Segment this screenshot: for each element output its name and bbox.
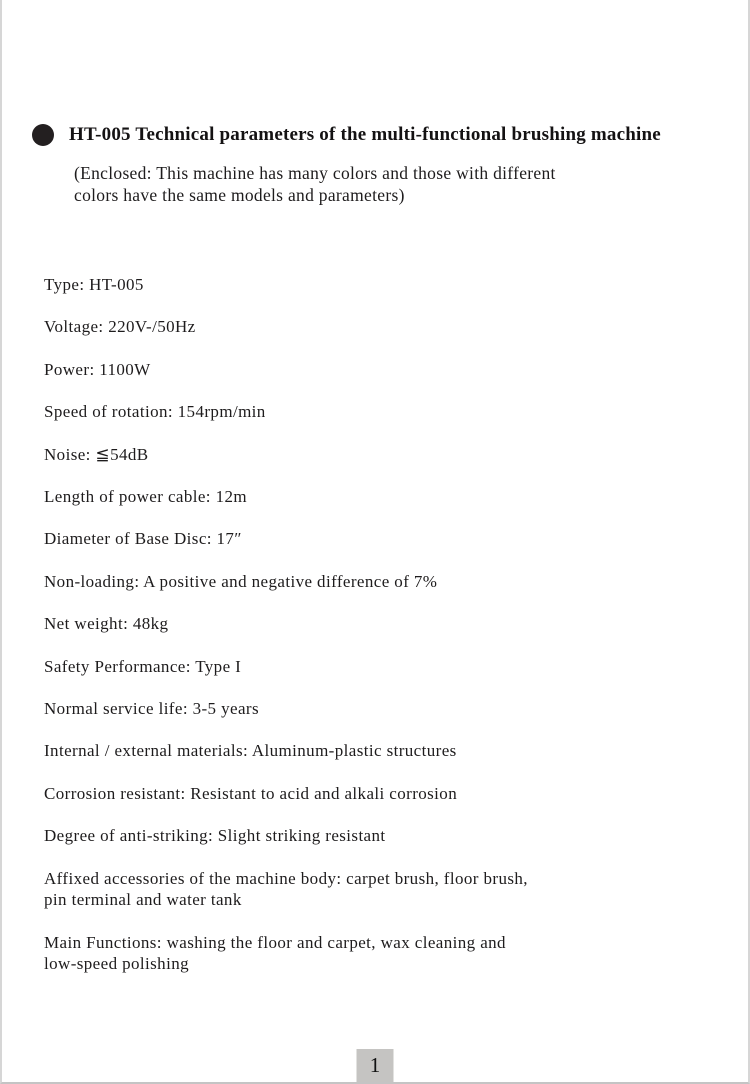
page-number: 1 xyxy=(369,1053,381,1077)
spec-line: Internal / external materials: Aluminum-plastic structures xyxy=(44,741,457,761)
spec-item xyxy=(44,401,704,422)
spec-list xyxy=(44,274,704,995)
spec-line: Power: 1100W xyxy=(44,359,151,379)
spec-line: Speed of rotation: 154rpm/min xyxy=(44,402,266,422)
spec-line: Voltage: 220V-/50Hz xyxy=(44,317,196,337)
spec-item xyxy=(44,783,704,804)
spec-line: Noise: ≦54dB xyxy=(44,444,149,464)
spec-item xyxy=(44,656,704,677)
spec-line: low-speed polishing xyxy=(44,953,190,973)
bullet-circle-icon xyxy=(32,124,54,146)
spec-item xyxy=(44,740,704,761)
spec-line: Type: HT-005 xyxy=(44,275,144,294)
spec-line: Affixed accessories of the machine body: carpet brush, floor brush, xyxy=(44,868,528,888)
spec-item xyxy=(44,932,704,975)
spec-line: Net weight: 48kg xyxy=(44,614,169,634)
spec-item xyxy=(44,825,704,846)
spec-line: Length of power cable: 12m xyxy=(44,487,248,507)
spec-item xyxy=(44,698,704,719)
spec-item xyxy=(44,316,704,337)
spec-item xyxy=(44,868,704,911)
spec-item xyxy=(44,359,704,380)
spec-line: Degree of anti-striking: Slight striking resistant xyxy=(44,826,386,846)
spec-item xyxy=(44,613,704,634)
spec-item xyxy=(44,571,704,592)
spec-line: pin terminal and water tank xyxy=(44,890,242,910)
spec-item xyxy=(44,486,704,507)
spec-line: Main Functions: washing the floor and carpet, wax cleaning and xyxy=(44,932,506,952)
page-title: HT-005 Technical parameters of the multi-functional brushing machine xyxy=(69,124,661,145)
spec-line: Corrosion resistant: Resistant to acid and alkali corrosion xyxy=(44,783,458,803)
enclosed-note-line: (Enclosed: This machine has many colors and those with different xyxy=(74,163,556,183)
title-row xyxy=(32,124,732,146)
spec-line: Diameter of Base Disc: 17″ xyxy=(44,529,242,549)
spec-item xyxy=(44,274,704,295)
enclosed-note xyxy=(74,162,674,206)
enclosed-note-line: colors have the same models and parameters) xyxy=(74,185,405,205)
spec-line: Normal service life: 3-5 years xyxy=(44,699,259,719)
spec-item xyxy=(44,528,704,549)
spec-item xyxy=(44,444,704,465)
spec-line: Safety Performance: Type I xyxy=(44,656,242,676)
page-number-badge xyxy=(357,1049,394,1082)
spec-line: Non-loading: A positive and negative difference of 7% xyxy=(44,571,438,591)
